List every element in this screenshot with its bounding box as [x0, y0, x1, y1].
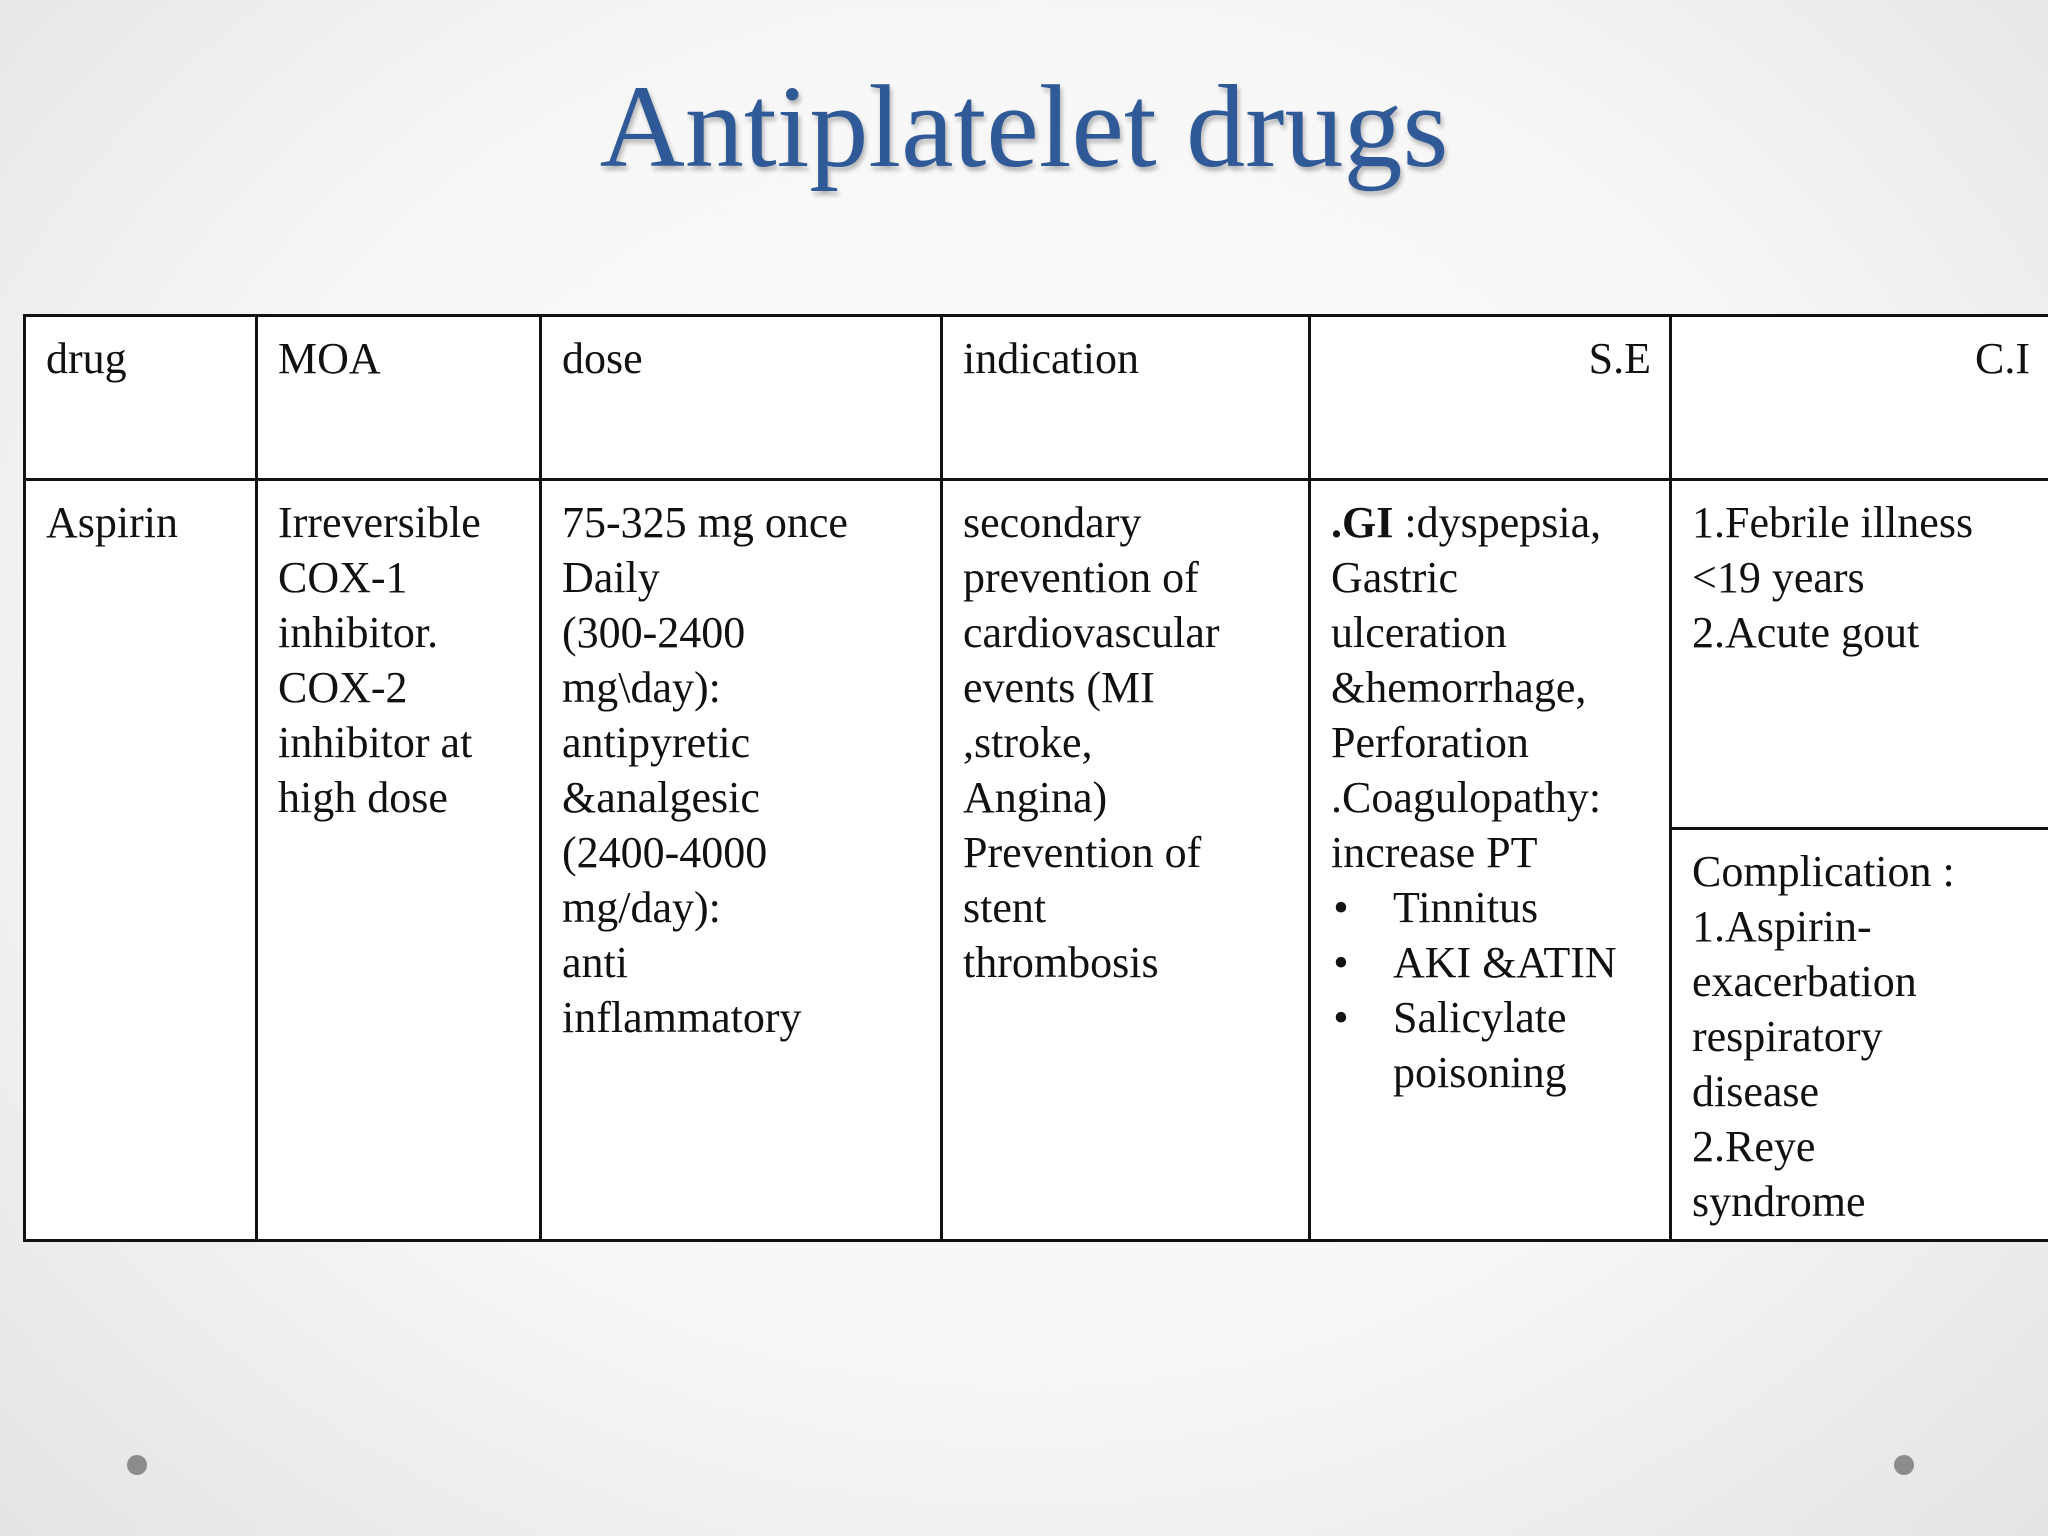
ci-line: <19 years	[1692, 553, 1865, 602]
se-bullet-list	[1331, 880, 1651, 1100]
indication-line: prevention of	[963, 553, 1199, 602]
se-line: .Coagulopathy:	[1331, 773, 1602, 822]
indication-line: Prevention of	[963, 828, 1202, 877]
header-moa: MOA	[257, 316, 541, 480]
dose-line: Daily	[562, 553, 660, 602]
cell-contraindications	[1671, 480, 2048, 829]
se-line: increase PT	[1331, 828, 1538, 877]
bullet-icon: •	[1333, 883, 1349, 932]
moa-line: COX-2	[278, 663, 408, 712]
indication-line: stent	[963, 883, 1047, 932]
se-bullet-item	[1331, 880, 1651, 935]
moa-line: high dose	[278, 773, 448, 822]
se-gi-text: :dyspepsia,	[1393, 498, 1602, 547]
complication-line: disease	[1692, 1067, 1820, 1116]
slide-decoration-dot-left	[127, 1455, 147, 1475]
slide-decoration-dot-right	[1894, 1455, 1914, 1475]
drug-table	[23, 314, 2048, 1242]
se-bullet-item	[1331, 990, 1651, 1100]
bullet-text: Tinnitus	[1393, 883, 1539, 932]
cell-drug-name: Aspirin	[25, 480, 257, 1241]
header-indication: indication	[942, 316, 1310, 480]
ci-line: 1.Febrile illness	[1692, 498, 1974, 547]
se-gi-label: .GI	[1331, 498, 1394, 547]
header-drug: drug	[25, 316, 257, 480]
se-line: &hemorrhage,	[1331, 663, 1587, 712]
complication-line: 1.Aspirin-	[1692, 902, 1872, 951]
dose-line: mg/day):	[562, 883, 721, 932]
dose-line: &analgesic	[562, 773, 760, 822]
table-row-aspirin	[25, 480, 2048, 829]
header-dose: dose	[541, 316, 942, 480]
dose-line: anti	[562, 938, 628, 987]
header-contraindications: C.I	[1671, 316, 2048, 480]
bullet-icon: •	[1333, 993, 1349, 1042]
cell-dose	[541, 480, 942, 1241]
cell-moa	[257, 480, 541, 1241]
indication-line: secondary	[963, 498, 1142, 547]
bullet-text: AKI &ATIN	[1393, 938, 1617, 987]
cell-complications	[1671, 829, 2048, 1241]
complication-line: 2.Reye	[1692, 1122, 1816, 1171]
complication-line: respiratory	[1692, 1012, 1883, 1061]
cell-side-effects	[1310, 480, 1671, 1241]
bullet-text: Salicylate	[1393, 993, 1567, 1042]
se-line: ulceration	[1331, 608, 1507, 657]
complication-line: syndrome	[1692, 1177, 1866, 1226]
ci-line: 2.Acute gout	[1692, 608, 1920, 657]
complication-line: exacerbation	[1692, 957, 1917, 1006]
se-line: Perforation	[1331, 718, 1529, 767]
bullet-icon: •	[1333, 938, 1349, 987]
dose-line: (300-2400	[562, 608, 746, 657]
indication-line: thrombosis	[963, 938, 1159, 987]
indication-line: cardiovascular	[963, 608, 1220, 657]
moa-line: inhibitor.	[278, 608, 439, 657]
indication-line: events (MI	[963, 663, 1155, 712]
header-side-effects: S.E	[1310, 316, 1671, 480]
moa-line: inhibitor at	[278, 718, 473, 767]
complication-line: Complication :	[1692, 847, 1955, 896]
se-bullet-item	[1331, 935, 1651, 990]
dose-line: mg\day):	[562, 663, 721, 712]
dose-line: 75-325 mg once	[562, 498, 848, 547]
indication-line: ,stroke,	[963, 718, 1093, 767]
dose-line: antipyretic	[562, 718, 751, 767]
moa-line: COX-1	[278, 553, 408, 602]
se-gi-line	[1331, 495, 1651, 550]
indication-line: Angina)	[963, 773, 1108, 822]
bullet-text: poisoning	[1393, 1048, 1567, 1097]
moa-line: Irreversible	[278, 498, 481, 547]
dose-line: inflammatory	[562, 993, 802, 1042]
cell-indication	[942, 480, 1310, 1241]
se-line: Gastric	[1331, 553, 1459, 602]
slide-title: Antiplatelet drugs	[599, 61, 1449, 192]
dose-line: (2400-4000	[562, 828, 768, 877]
table-header-row	[25, 316, 2048, 480]
